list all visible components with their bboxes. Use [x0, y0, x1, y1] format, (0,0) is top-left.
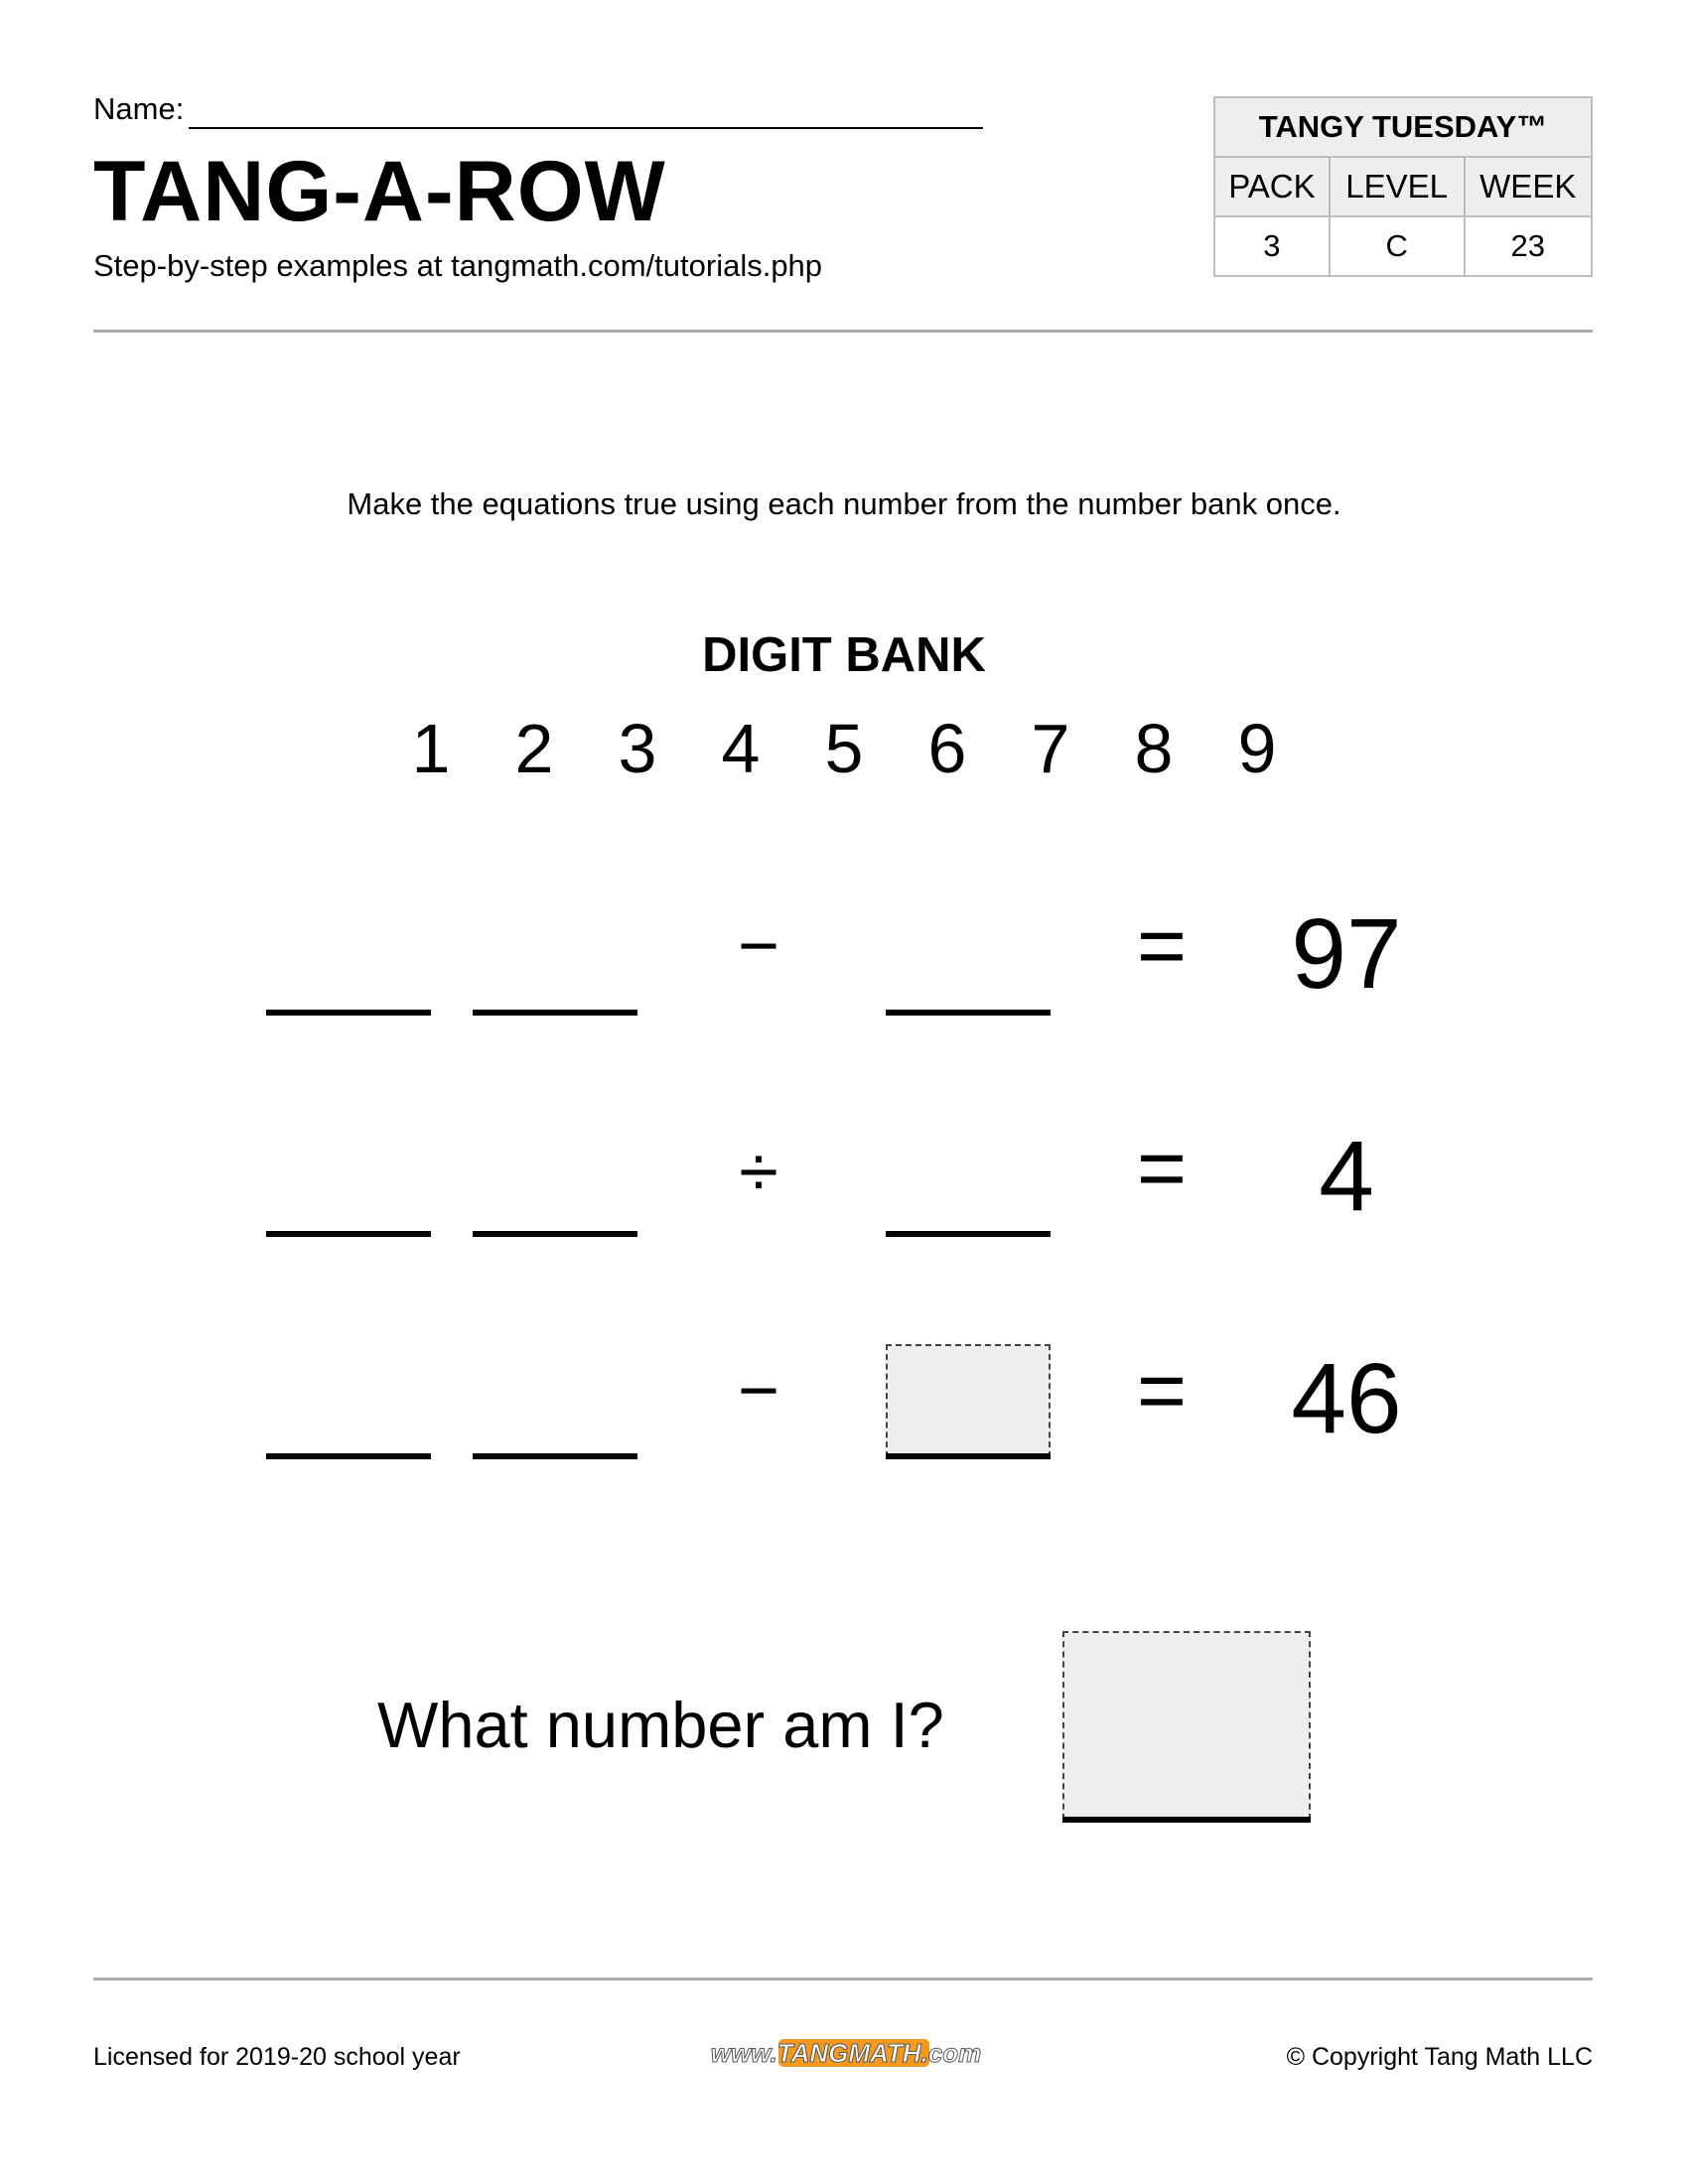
equation-1-blank-1[interactable]	[266, 1010, 431, 1016]
name-input-line[interactable]	[189, 127, 983, 129]
info-table	[1213, 96, 1593, 277]
tutorial-link-text: Step-by-step examples at tangmath.com/tutorials.php	[93, 248, 823, 283]
level-label: LEVEL	[1330, 157, 1465, 216]
logo-text: www.TANGMATH.com	[710, 2038, 982, 2068]
equation-2-result: 4	[1319, 1121, 1374, 1232]
equation-2-blank-1[interactable]	[266, 1231, 431, 1237]
tangmath-logo[interactable]	[701, 2035, 991, 2071]
digit-bank-item: 2	[514, 710, 554, 787]
digit-bank-title: DIGIT BANK	[702, 628, 986, 682]
equation-3-blank-2[interactable]	[473, 1453, 637, 1459]
pack-label: PACK	[1214, 157, 1330, 216]
equation-1-operator: −	[737, 906, 780, 986]
equation-3-blank-3[interactable]	[886, 1453, 1051, 1459]
copyright-text: © Copyright Tang Math LLC	[1286, 2043, 1593, 2071]
week-label: WEEK	[1465, 157, 1593, 216]
equation-3-blank-1[interactable]	[266, 1453, 431, 1459]
pack-value: 3	[1214, 216, 1330, 276]
license-text: Licensed for 2019-20 school year	[93, 2043, 461, 2071]
digit-bank	[0, 709, 1688, 788]
equation-1-result: 97	[1291, 898, 1402, 1010]
digit-bank-item: 4	[721, 710, 761, 787]
equation-2-blank-3[interactable]	[886, 1231, 1051, 1237]
digit-bank-item: 8	[1134, 710, 1174, 787]
instructions: Make the equations true using each number from the number bank once.	[347, 486, 1341, 521]
riddle-question: What number am I?	[377, 1689, 944, 1761]
equation-3-operator: −	[737, 1351, 780, 1431]
digit-bank-item: 9	[1237, 710, 1277, 787]
digit-bank-item: 7	[1031, 710, 1070, 787]
top-divider	[93, 330, 1593, 333]
worksheet-title: TANG-A-ROW	[93, 144, 666, 239]
name-label: Name:	[93, 91, 185, 126]
digit-bank-item: 3	[618, 710, 657, 787]
equation-1-blank-2[interactable]	[473, 1010, 637, 1016]
info-table-title: TANGY TUESDAY™	[1214, 97, 1592, 157]
equation-2-operator: ÷	[739, 1133, 778, 1212]
digit-bank-item: 5	[824, 710, 864, 787]
equation-1-equals: =	[1136, 898, 1188, 994]
digit-bank-item: 1	[411, 710, 451, 787]
riddle-answer-box	[1062, 1631, 1311, 1820]
equation-2-equals: =	[1136, 1121, 1188, 1216]
equation-3-equals: =	[1136, 1343, 1188, 1438]
digit-bank-item: 6	[927, 710, 967, 787]
level-value: C	[1330, 216, 1465, 276]
equation-3-result: 46	[1291, 1343, 1402, 1454]
week-value: 23	[1465, 216, 1593, 276]
equation-3-highlight-box	[886, 1344, 1051, 1457]
bottom-divider	[93, 1978, 1593, 1980]
equation-2-blank-2[interactable]	[473, 1231, 637, 1237]
equation-1-blank-3[interactable]	[886, 1010, 1051, 1016]
riddle-answer-blank[interactable]	[1062, 1817, 1311, 1823]
